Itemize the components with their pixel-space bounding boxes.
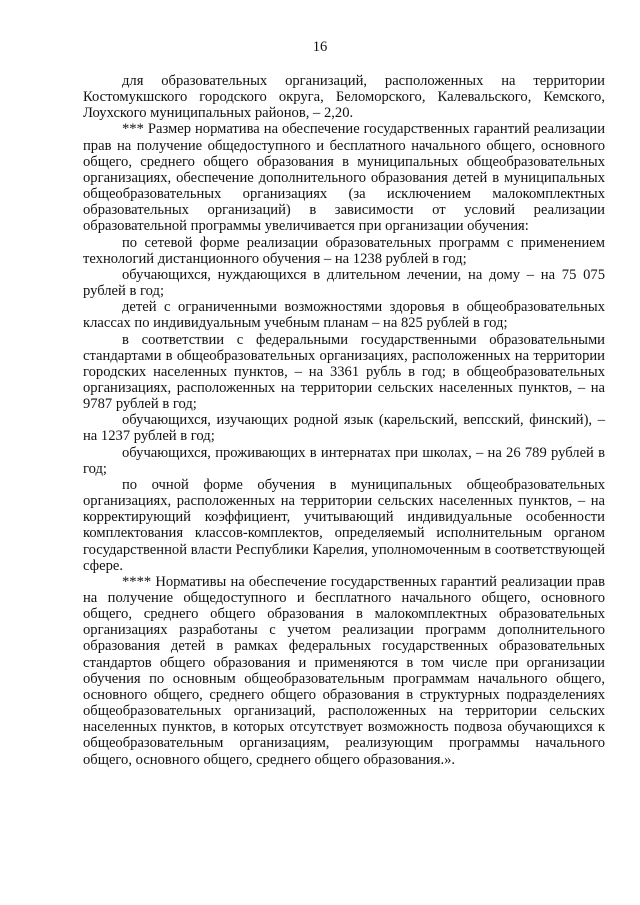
- paragraph: обучающихся, нуждающихся в длительном лечении, на дому – на 75 075 рублей в год;: [83, 266, 605, 300]
- document-body: [83, 73, 605, 768]
- paragraph: *** Размер норматива на обеспечение государственных гарантий реализации прав на получение общедоступного и бесплатного начального общего, основного общего, среднего общего образования в муниципальных общеобразовательных организациях, обеспечение дополнительного образования детей в муниципальных общеобразовательных организациях (за исключением малокомплектных образовательных организаций) в зависимости от условий реализации образовательной программы увеличивается при организации обучения:: [83, 121, 605, 235]
- paragraph: обучающихся, изучающих родной язык (карельский, вепсский, финский), – на 1237 рублей в год;: [83, 412, 605, 445]
- page-number: 16: [312, 39, 328, 55]
- paragraph: детей с ограниченными возможностями здоровья в общеобразовательных классах по индивидуальным учебным планам – на 825 рублей в год;: [83, 299, 605, 332]
- paragraph: по очной форме обучения в муниципальных общеобразовательных организациях, расположенных на территории сельских населенных пунктов, – на корректирующий коэффициент, учитывающий индивидуальные особенности комплектования классов-комплектов, определяемый исполнительным органом государственной власти Республики Карелия, уполномоченным в соответствующей сфере.: [83, 476, 605, 574]
- paragraph: по сетевой форме реализации образовательных программ с применением технологий дистанционного обучения – на 1238 рублей в год;: [83, 234, 605, 267]
- paragraph: для образовательных организаций, расположенных на территории Костомукшского городского округа, Беломорского, Калевальского, Кемского, Лоухского муниципальных районов, – 2,20.: [83, 73, 605, 122]
- paragraph: **** Нормативы на обеспечение государственных гарантий реализации прав на получение общедоступного и бесплатного начального общего, основного общего, среднего общего образования в малокомплектных образовательных организациях разработаны с учетом реализации программ дополнительного образования детей в рамках федеральных государственных образовательных стандартов общего образования и применяются в том числе при организации обучения по основным общеобразовательным программам начального общего, основного общего, среднего общего образования в структурных подразделениях общеобразовательных организаций, расположенных на территории сельских населенных пунктов, в которых отсутствует возможность подвоза обучающихся к общеобразовательным организациям, реализующим программы начального общего, основного общего, среднего общего образования.».: [83, 573, 605, 768]
- paragraph: обучающихся, проживающих в интернатах при школах, – на 26 789 рублей в год;: [83, 444, 605, 477]
- paragraph: в соответствии с федеральными государственными образовательными стандартами в общеобразовательных организациях, расположенных на территории городских населенных пунктов, – на 3361 рубль в год; в общеобразовательных организациях, расположенных на территории сельских населенных пунктов, – на 9787 рублей в год;: [83, 331, 605, 413]
